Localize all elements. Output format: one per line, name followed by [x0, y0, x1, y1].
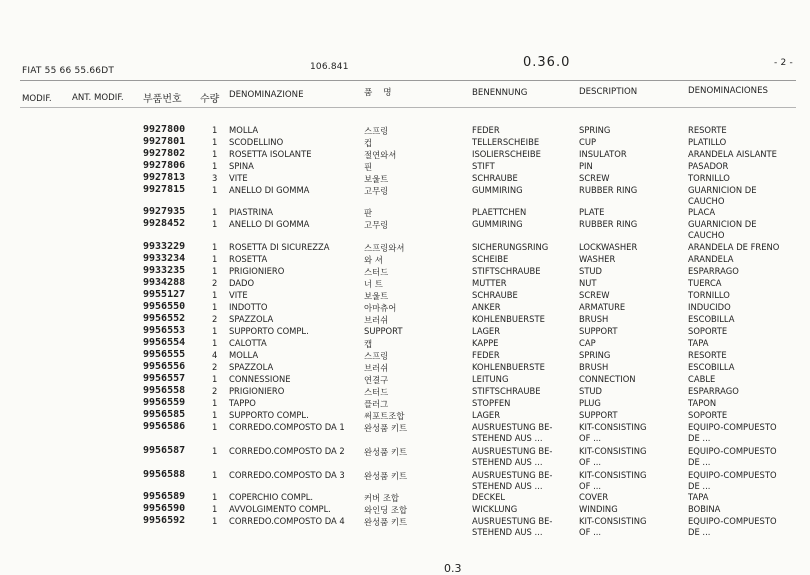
model-label: FIAT 55 66 55.66DT — [22, 66, 115, 76]
cell-es: TAPON — [688, 398, 717, 408]
cell-ko: 스프링 — [364, 126, 389, 136]
cell-en: RUBBER RING — [579, 185, 638, 195]
cell-de: GUMMIRING — [472, 219, 523, 229]
table-row — [0, 218, 810, 240]
cell-de: STOPFEN — [472, 398, 511, 408]
top-rule — [20, 80, 796, 81]
cell-pn: 9927806 — [143, 160, 186, 171]
table-row — [0, 445, 810, 467]
cell-qty: 1 — [212, 492, 218, 502]
cell-qty: 1 — [212, 290, 218, 300]
cell-de2: STEHEND AUS ... — [472, 527, 543, 537]
cell-pn: 9928452 — [143, 218, 186, 229]
table-row — [0, 149, 810, 161]
cell-qty: 1 — [212, 125, 218, 135]
cell-de: FEDER — [472, 350, 500, 360]
cell-pn: 9956587 — [143, 445, 186, 456]
cell-qty: 1 — [212, 254, 218, 264]
table-row — [0, 266, 810, 278]
cell-en: BRUSH — [579, 314, 609, 324]
cell-de2: STEHEND AUS ... — [472, 457, 543, 467]
cell-en: SCREW — [579, 290, 610, 300]
cell-de: LAGER — [472, 410, 501, 420]
cell-en: SPRING — [579, 350, 611, 360]
cell-es: BOBINA — [688, 504, 721, 514]
cell-ko: 보울트 — [364, 291, 389, 301]
cell-pn: 9956555 — [143, 349, 186, 360]
cell-en: STUD — [579, 266, 603, 276]
col-denominaciones: DENOMINACIONES — [688, 86, 768, 96]
cell-es: ESCOBILLA — [688, 362, 735, 372]
cell-pn: 9956585 — [143, 409, 186, 420]
cell-pn: 9956586 — [143, 421, 186, 432]
cell-pn: 9956554 — [143, 337, 186, 348]
cell-en: WINDING — [579, 504, 618, 514]
cell-qty: 2 — [212, 278, 218, 288]
cell-es: ESPARRAGO — [688, 386, 739, 396]
cell-es2: DE ... — [688, 433, 711, 443]
cell-de: AUSRUESTUNG BE- — [472, 446, 553, 456]
table-row — [0, 242, 810, 254]
cell-ko: 완성품 키트 — [364, 517, 408, 527]
header-rule — [20, 107, 796, 108]
cell-en: KIT-CONSISTING — [579, 470, 647, 480]
cell-ko: 스터드 — [364, 267, 389, 277]
cell-de: AUSRUESTUNG BE- — [472, 470, 553, 480]
cell-es: INDUCIDO — [688, 302, 731, 312]
col-ant-modif: ANT. MODIF. — [72, 93, 124, 103]
cell-de: AUSRUESTUNG BE- — [472, 422, 553, 432]
cell-de: SICHERUNGSRING — [472, 242, 549, 252]
cell-es: GUARNICION DE — [688, 185, 757, 195]
cell-es: CABLE — [688, 374, 716, 384]
cell-de: STIFT — [472, 161, 495, 171]
cell-en: COVER — [579, 492, 609, 502]
cell-it: CORREDO.COMPOSTO DA 1 — [229, 422, 345, 432]
cell-qty: 1 — [212, 185, 218, 195]
cell-es: TUERCA — [688, 278, 722, 288]
cell-it: MOLLA — [229, 350, 259, 360]
table-row — [0, 469, 810, 491]
cell-ko: 컵 — [364, 138, 373, 148]
cell-it: SPINA — [229, 161, 254, 171]
cell-en: PLATE — [579, 207, 605, 217]
cell-qty: 1 — [212, 137, 218, 147]
cell-it: TAPPO — [229, 398, 256, 408]
cell-qty: 4 — [212, 350, 218, 360]
cell-it: DADO — [229, 278, 255, 288]
table-number: 0.36.0 — [523, 55, 571, 70]
cell-pn: 9927802 — [143, 148, 186, 159]
cell-ko: 완성품 키트 — [364, 423, 408, 433]
cell-de: SCHRAUBE — [472, 173, 518, 183]
page-number: - 2 - — [774, 58, 793, 68]
cell-qty: 1 — [212, 422, 218, 432]
cell-es: ARANDELA — [688, 254, 734, 264]
cell-es: ESPARRAGO — [688, 266, 739, 276]
cell-es2: DE ... — [688, 481, 711, 491]
cell-es: EQUIPO-COMPUESTO — [688, 446, 777, 456]
cell-pn: 9955127 — [143, 289, 186, 300]
cell-de: LAGER — [472, 326, 501, 336]
cell-ko: 고무링 — [364, 220, 389, 230]
cell-de2: STEHEND AUS ... — [472, 433, 543, 443]
table-row — [0, 374, 810, 386]
cell-qty: 2 — [212, 314, 218, 324]
table-row — [0, 386, 810, 398]
cell-de: FEDER — [472, 125, 500, 135]
cell-de: SCHEIBE — [472, 254, 509, 264]
cell-de: LEITUNG — [472, 374, 509, 384]
cell-qty: 1 — [212, 338, 218, 348]
cell-de: KOHLENBUERSTE — [472, 362, 545, 372]
cell-es: SOPORTE — [688, 326, 728, 336]
cell-ko: SUPPORT — [364, 326, 403, 336]
cell-pn: 9956558 — [143, 385, 186, 396]
cell-pn: 9933234 — [143, 253, 186, 264]
table-row — [0, 314, 810, 326]
table-row — [0, 504, 810, 516]
cell-ko: 핀 — [364, 162, 373, 172]
cell-ko: 완성품 키트 — [364, 471, 408, 481]
cell-pn: 9956553 — [143, 325, 186, 336]
cell-pn: 9956590 — [143, 503, 186, 514]
cell-en2: OF ... — [579, 527, 602, 537]
cell-en2: OF ... — [579, 433, 602, 443]
cell-ko: 절연와셔 — [364, 150, 397, 160]
cell-it: PRIGIONIERO — [229, 386, 285, 396]
cell-en: RUBBER RING — [579, 219, 638, 229]
table-row — [0, 410, 810, 422]
cell-de: PLAETTCHEN — [472, 207, 527, 217]
cell-qty: 1 — [212, 374, 218, 384]
table-row — [0, 421, 810, 443]
cell-ko: 브러쉬 — [364, 363, 389, 373]
cell-it: COPERCHIO COMPL. — [229, 492, 314, 502]
cell-de: KOHLENBUERSTE — [472, 314, 545, 324]
col-part-no: 부품번호 — [143, 94, 182, 105]
cell-es2: DE ... — [688, 527, 711, 537]
cell-pn: 9956559 — [143, 397, 186, 408]
cell-qty: 1 — [212, 207, 218, 217]
cell-ko: 연결구 — [364, 375, 389, 385]
cell-es: PASADOR — [688, 161, 729, 171]
cell-it: CORREDO.COMPOSTO DA 2 — [229, 446, 345, 456]
table-row — [0, 207, 810, 219]
cell-de: AUSRUESTUNG BE- — [472, 516, 553, 526]
col-qty: 수량 — [200, 94, 220, 105]
cell-es: TAPA — [688, 492, 709, 502]
cell-en: PIN — [579, 161, 593, 171]
cell-ko: 플러그 — [364, 399, 389, 409]
cell-it: CONNESSIONE — [229, 374, 291, 384]
cell-it: SUPPORTO COMPL. — [229, 326, 309, 336]
cell-pn: 9927935 — [143, 206, 186, 217]
cell-qty: 1 — [212, 149, 218, 159]
table-row — [0, 125, 810, 137]
cell-de: GUMMIRING — [472, 185, 523, 195]
table-row — [0, 184, 810, 206]
cell-qty: 1 — [212, 470, 218, 480]
table-row — [0, 492, 810, 504]
cell-ko: 와 셔 — [364, 255, 383, 265]
cell-de: ISOLIERSCHEIBE — [472, 149, 541, 159]
cell-qty: 1 — [212, 266, 218, 276]
cell-de: TELLERSCHEIBE — [472, 137, 540, 147]
col-korean: 품 명 — [364, 88, 392, 98]
cell-en: SCREW — [579, 173, 610, 183]
cell-es: PLATILLO — [688, 137, 727, 147]
cell-ko: 스터드 — [364, 387, 389, 397]
cell-pn: 9956589 — [143, 491, 186, 502]
cell-de: STIFTSCHRAUBE — [472, 386, 541, 396]
table-row — [0, 515, 810, 537]
cell-it: CORREDO.COMPOSTO DA 4 — [229, 516, 345, 526]
cell-en: CUP — [579, 137, 597, 147]
cell-pn: 9927800 — [143, 124, 186, 135]
cell-it: AVVOLGIMENTO COMPL. — [229, 504, 331, 514]
cell-qty: 1 — [212, 398, 218, 408]
cell-pn: 9933229 — [143, 241, 186, 252]
cell-it: PIASTRINA — [229, 207, 273, 217]
cell-qty: 1 — [212, 504, 218, 514]
cell-qty: 1 — [212, 326, 218, 336]
cell-en: STUD — [579, 386, 603, 396]
table-row — [0, 302, 810, 314]
cell-es2: CAUCHO — [688, 230, 725, 240]
cell-es: ESCOBILLA — [688, 314, 735, 324]
cell-en: KIT-CONSISTING — [579, 422, 647, 432]
cell-en: SPRING — [579, 125, 611, 135]
cell-it: ROSETTA DI SICUREZZA — [229, 242, 330, 252]
table-row — [0, 173, 810, 185]
cell-en: SUPPORT — [579, 410, 618, 420]
table-row — [0, 350, 810, 362]
cell-it: SCODELLINO — [229, 137, 284, 147]
cell-es: RESORTE — [688, 125, 727, 135]
cell-en: NUT — [579, 278, 597, 288]
cell-qty: 3 — [212, 173, 218, 183]
cell-ko: 보울트 — [364, 174, 389, 184]
cell-pn: 9934288 — [143, 277, 186, 288]
cell-pn: 9956556 — [143, 361, 186, 372]
footer-mark: 0.3 — [444, 562, 462, 575]
cell-qty: 1 — [212, 302, 218, 312]
cell-de: ANKER — [472, 302, 501, 312]
cell-pn: 9956557 — [143, 373, 186, 384]
cell-de: SCHRAUBE — [472, 290, 518, 300]
cell-en: CONNECTION — [579, 374, 636, 384]
cell-it: PRIGIONIERO — [229, 266, 285, 276]
cell-es: EQUIPO-COMPUESTO — [688, 516, 777, 526]
cell-ko: 고무링 — [364, 186, 389, 196]
cell-de: STIFTSCHRAUBE — [472, 266, 541, 276]
cell-de: KAPPE — [472, 338, 499, 348]
cell-it: ROSETTA ISOLANTE — [229, 149, 312, 159]
cell-ko: 완성품 키트 — [364, 447, 408, 457]
col-description: DESCRIPTION — [579, 87, 638, 97]
cell-es: EQUIPO-COMPUESTO — [688, 470, 777, 480]
table-row — [0, 338, 810, 350]
cell-es: GUARNICION DE — [688, 219, 757, 229]
cell-en: ARMATURE — [579, 302, 626, 312]
cell-pn: 9956588 — [143, 469, 186, 480]
cell-it: MOLLA — [229, 125, 259, 135]
cell-es2: DE ... — [688, 457, 711, 467]
cell-es: RESORTE — [688, 350, 727, 360]
cell-en: KIT-CONSISTING — [579, 446, 647, 456]
cell-en: PLUG — [579, 398, 601, 408]
col-modif: MODIF. — [22, 94, 52, 104]
cell-pn: 9956592 — [143, 515, 186, 526]
cell-it: ANELLO DI GOMMA — [229, 219, 310, 229]
cell-en2: OF ... — [579, 481, 602, 491]
cell-es: TORNILLO — [688, 173, 730, 183]
cell-it: CALOTTA — [229, 338, 267, 348]
cell-es2: CAUCHO — [688, 196, 725, 206]
cell-it: ROSETTA — [229, 254, 268, 264]
cell-es: SOPORTE — [688, 410, 728, 420]
cell-pn: 9927815 — [143, 184, 186, 195]
code-label: 106.841 — [310, 62, 349, 72]
cell-ko: 판 — [364, 208, 373, 218]
cell-en2: OF ... — [579, 457, 602, 467]
cell-qty: 2 — [212, 362, 218, 372]
cell-ko: 아마츄어 — [364, 303, 397, 313]
cell-ko: 와인딩 조합 — [364, 505, 408, 515]
table-row — [0, 254, 810, 266]
cell-qty: 2 — [212, 386, 218, 396]
table-row — [0, 278, 810, 290]
cell-de: DECKEL — [472, 492, 506, 502]
cell-en: WASHER — [579, 254, 616, 264]
cell-es: TAPA — [688, 338, 709, 348]
cell-en: KIT-CONSISTING — [579, 516, 647, 526]
table-row — [0, 137, 810, 149]
cell-ko: 커버 조합 — [364, 493, 400, 503]
cell-it: ANELLO DI GOMMA — [229, 185, 310, 195]
cell-qty: 1 — [212, 446, 218, 456]
cell-pn: 9927801 — [143, 136, 186, 147]
cell-en: BRUSH — [579, 362, 609, 372]
cell-de: MUTTER — [472, 278, 507, 288]
table-row — [0, 326, 810, 338]
cell-ko: 써포트조합 — [364, 411, 405, 421]
cell-pn: 9956552 — [143, 313, 186, 324]
cell-it: SUPPORTO COMPL. — [229, 410, 309, 420]
table-row — [0, 290, 810, 302]
cell-es: TORNILLO — [688, 290, 730, 300]
cell-it: SPAZZOLA — [229, 362, 274, 372]
cell-qty: 1 — [212, 410, 218, 420]
cell-ko: 너 트 — [364, 279, 383, 289]
col-benennung: BENENNUNG — [472, 88, 528, 98]
cell-it: INDOTTO — [229, 302, 268, 312]
cell-it: VITE — [229, 173, 248, 183]
cell-en: INSULATOR — [579, 149, 627, 159]
cell-ko: 브러쉬 — [364, 315, 389, 325]
cell-en: CAP — [579, 338, 596, 348]
cell-pn: 9927813 — [143, 172, 186, 183]
table-row — [0, 398, 810, 410]
cell-qty: 1 — [212, 219, 218, 229]
cell-es: PLACA — [688, 207, 716, 217]
cell-it: VITE — [229, 290, 248, 300]
cell-en: LOCKWASHER — [579, 242, 638, 252]
cell-en: SUPPORT — [579, 326, 618, 336]
table-row — [0, 161, 810, 173]
cell-es: ARANDELA DE FRENO — [688, 242, 780, 252]
cell-es: EQUIPO-COMPUESTO — [688, 422, 777, 432]
cell-ko: 스프링 — [364, 351, 389, 361]
cell-it: CORREDO.COMPOSTO DA 3 — [229, 470, 345, 480]
cell-es: ARANDELA AISLANTE — [688, 149, 777, 159]
cell-de: WICKLUNG — [472, 504, 518, 514]
cell-it: SPAZZOLA — [229, 314, 274, 324]
cell-pn: 9933235 — [143, 265, 186, 276]
cell-qty: 1 — [212, 516, 218, 526]
col-denominazione: DENOMINAZIONE — [229, 90, 304, 100]
table-row — [0, 362, 810, 374]
cell-qty: 1 — [212, 161, 218, 171]
cell-qty: 1 — [212, 242, 218, 252]
cell-ko: 스프링와셔 — [364, 243, 405, 253]
cell-ko: 캡 — [364, 339, 373, 349]
cell-de2: STEHEND AUS ... — [472, 481, 543, 491]
cell-pn: 9956550 — [143, 301, 186, 312]
